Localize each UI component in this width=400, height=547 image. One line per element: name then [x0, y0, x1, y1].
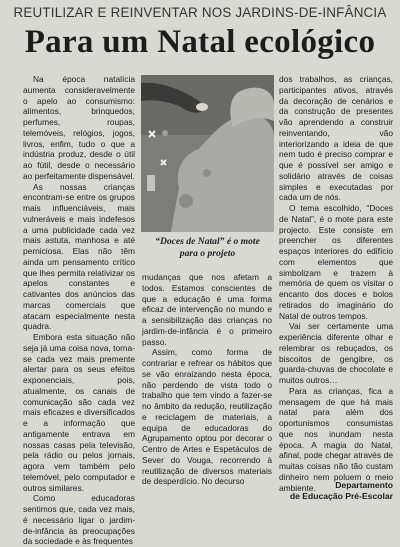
paragraph: dos trabalhos, as crianças, participantes ativos, através da decoração de cenários e da construção de presentes vão aprendendo a construir reinventando, vão interiorizando a ideia de que nem tudo é preciso comprar e que é possível ser amigo e solidário através de coisas simples e executadas por cada um de nós. — [279, 74, 393, 203]
section-heading: REUTILIZAR E REINVENTAR NOS JARDINS-DE-INFÂNCIA — [13, 5, 387, 20]
caption-line: “Doces de Natal” é o mote — [155, 236, 260, 247]
paragraph: mudanças que nos afetam a todos. Estamos conscientes de que a educação é uma forma eficaz de intervenção no mundo e a sensibilização das crianças no jardim-de-infância é o primeiro passo. — [142, 272, 272, 347]
signature-line: de Educação Pré-Escolar — [289, 491, 393, 501]
article-photo — [141, 75, 274, 232]
paragraph: Embora esta situação não seja já uma coisa nova, torna-se cada vez mais premente alertar para os seus efeitos exponenciais, pois, atualmente, os canais de comunicação são cada vez mais eficazes e diversificados e a informação que antigamente entrava em nossas casas pela televisão, pela rádio ou pelos jornais, agora vem também pelo telemóvel, pelo computador e outros similares. — [23, 332, 135, 493]
paragraph: Para as crianças, fica a mensagem de que há mais natal para além dos oportunismos consumistas que nos inundam nesta época. A magia do Natal, afinal, pode chegar através de muitas coisas não tão custam dinheiro nem poluem o meio ambiente. — [279, 385, 393, 493]
paragraph: As nossas crianças encontram-se entre os grupos mais influenciáveis, mais vulneráveis e mais indefesos a uma publicidade cada vez mais astuta, manhosa e até perniciosa. Elas não têm ainda um pensamento crítico que lhes permita relativizar os apelos constantes e cativantes dos anúncios das marcas comerciais que atacam especialmente nesta quadra. — [23, 181, 135, 332]
photo-caption — [141, 236, 274, 260]
article-column-3 — [279, 74, 393, 493]
caption-line: para o projeto — [179, 248, 236, 259]
photo-illustration — [141, 75, 274, 232]
article-title: Para um Natal ecológico — [24, 24, 376, 60]
signature-line: Departamento — [335, 480, 393, 490]
article-column-1 — [23, 74, 135, 547]
article-signature — [279, 480, 393, 502]
paragraph: Na época natalícia aumenta consideravelmente o apelo ao consumismo: alimentos, brinquedos, perfumes, roupas, telemóveis, relógios, jogos, livros, enfim, tudo o que a indústria produz, desde o útil ao fútil, desde o necessário ao perfeitamente dispensável. — [23, 74, 135, 181]
paragraph: Como educadoras sentimos que, cada vez mais, é necessário ligar o jardim-de-infância às preocupações da sociedade e às frequentes — [23, 493, 135, 547]
paragraph: O tema escolhido, “Doces de Natal”, é o mote para este projecto. Este consiste em preencher os diferentes espaços interiores do edifício com elementos que simbolizam e trazem à memória de quem os visitar o encanto dos doces e bolos retirados do imaginário do Natal de outros tempos. — [279, 203, 393, 321]
article-column-2 — [142, 272, 272, 487]
paragraph: Assim, como forma de contrariar e refrear os hábitos que se vão enraizando nesta época, não perdendo de vista todo o trabalho que tem vindo a fazer-se no âmbito da redução, reutilização e reciclagem de materiais, a equipa de educadoras do Agrupamento optou por decorar o Centro de Artes e Espetáculos de Sever do Vouga, recorrendo à reutilização de diversos materiais de desperdício. No decurso — [142, 347, 272, 487]
paragraph: Vai ser certamente uma experiência diferente olhar e relembrar os rebuçados, os biscoitos de gengibre, os guarda-chuvas de chocolate e muitos outros… — [279, 321, 393, 385]
